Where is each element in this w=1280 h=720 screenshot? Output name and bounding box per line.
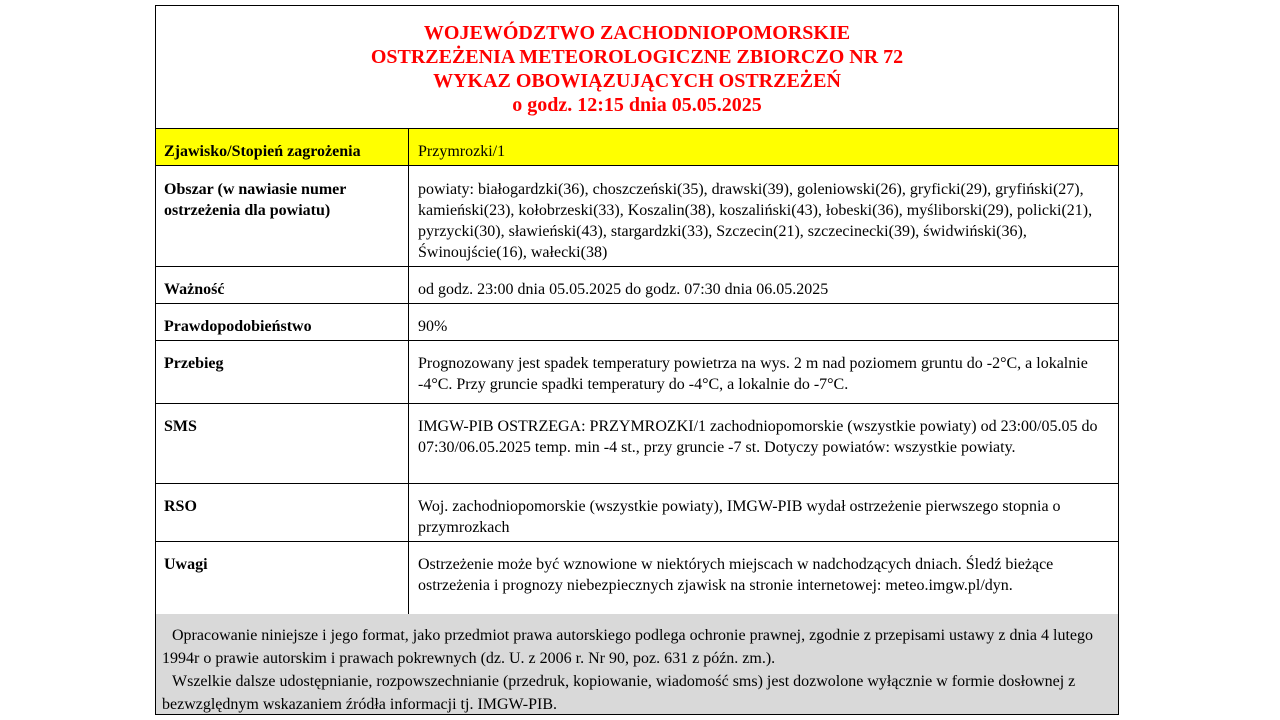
row-validity xyxy=(156,267,1118,304)
label-phenomenon: Zjawisko/Stopień zagrożenia xyxy=(156,129,409,165)
label-validity: Ważność xyxy=(156,267,409,303)
row-course xyxy=(156,341,1118,404)
row-notes xyxy=(156,542,1118,621)
header-datetime: o godz. 12:15 dnia 05.05.2025 xyxy=(512,94,762,116)
distribution-paragraph: Wszelkie dalsze udostępnianie, rozpowszechnianie (przedruk, kopiowanie, wiadomość sms) jest dozwolone wyłącznie w formie dosłownej z bezwzględnym wskazaniem źródła informacji tj. IMGW-PIB. xyxy=(162,673,1076,713)
label-area: Obszar (w nawiasie numer ostrzeżenia dla powiatu) xyxy=(156,166,409,266)
row-sms xyxy=(156,404,1118,484)
label-sms: SMS xyxy=(156,404,409,483)
document-header xyxy=(156,6,1118,129)
value-sms: IMGW-PIB OSTRZEGA: PRZYMROZKI/1 zachodniopomorskie (wszystkie powiaty) od 23:00/05.05 do 07:30/06.05.2025 temp. min -4 st., przy gruncie -7 st. Dotyczy powiatów: wszystkie powiaty. xyxy=(418,418,1098,456)
value-course: Prognozowany jest spadek temperatury powietrza na wys. 2 m nad poziomem gruntu do -2°C, a lokalnie -4°C. Przy gruncie spadki temperatury do -4°C, a lokalnie do -7°C. xyxy=(418,355,1088,393)
label-course: Przebieg xyxy=(156,341,409,403)
label-notes: Uwagi xyxy=(156,542,409,620)
value-area: powiaty: białogardzki(36), choszczeński(35), drawski(39), goleniowski(26), gryficki(29), gryfiński(27), kamieński(23), kołobrzeski(33), Koszalin(38), koszaliński(43), łobeski(36), myśliborski(29), policki(21), pyrzycki(30), sławieński(43), stargardzki(33), Szczecin(21), szczecinecki(39), świdwiński(36), Świnoujście(16), wałecki(38) xyxy=(418,181,1093,261)
header-region: WOJEWÓDZTWO ZACHODNIOPOMORSKIE xyxy=(423,22,851,44)
row-phenomenon xyxy=(156,129,1118,166)
row-probability xyxy=(156,304,1118,341)
value-notes: Ostrzeżenie może być wznowione w niektórych miejscach w nadchodzących dniach. Śledź bieżące ostrzeżenia i prognozy niebezpiecznych zjawisk na stronie internetowej: meteo.imgw.pl/dyn. xyxy=(418,556,1054,594)
row-rso xyxy=(156,484,1118,542)
value-rso: Woj. zachodniopomorskie (wszystkie powiaty), IMGW-PIB wydał ostrzeżenie pierwszego stopnia o przymrozkach xyxy=(418,498,1061,536)
row-area xyxy=(156,166,1118,267)
header-warning-number: OSTRZEŻENIA METEOROLOGICZNE ZBIORCZO NR 72 xyxy=(370,46,904,68)
label-probability: Prawdopodobieństwo xyxy=(156,304,409,340)
label-rso: RSO xyxy=(156,484,409,541)
value-phenomenon: Przymrozki/1 xyxy=(418,143,506,160)
header-list-title: WYKAZ OBOWIĄZUJĄCYCH OSTRZEŻEŃ xyxy=(433,70,841,92)
value-probability: 90% xyxy=(418,318,448,335)
value-validity: od godz. 23:00 dnia 05.05.2025 do godz. 07:30 dnia 06.05.2025 xyxy=(418,281,829,298)
copyright-paragraph: Opracowanie niniejsze i jego format, jako przedmiot prawa autorskiego podlega ochronie prawnej, zgodnie z przepisami ustawy z dnia 4 lutego 1994r o prawie autorskim i prawach pokrewnych (dz. U. z 2006 r. Nr 90, poz. 631 z późn. zm.). xyxy=(162,627,1094,667)
copyright-footer xyxy=(156,614,1118,714)
warning-document xyxy=(155,5,1119,715)
